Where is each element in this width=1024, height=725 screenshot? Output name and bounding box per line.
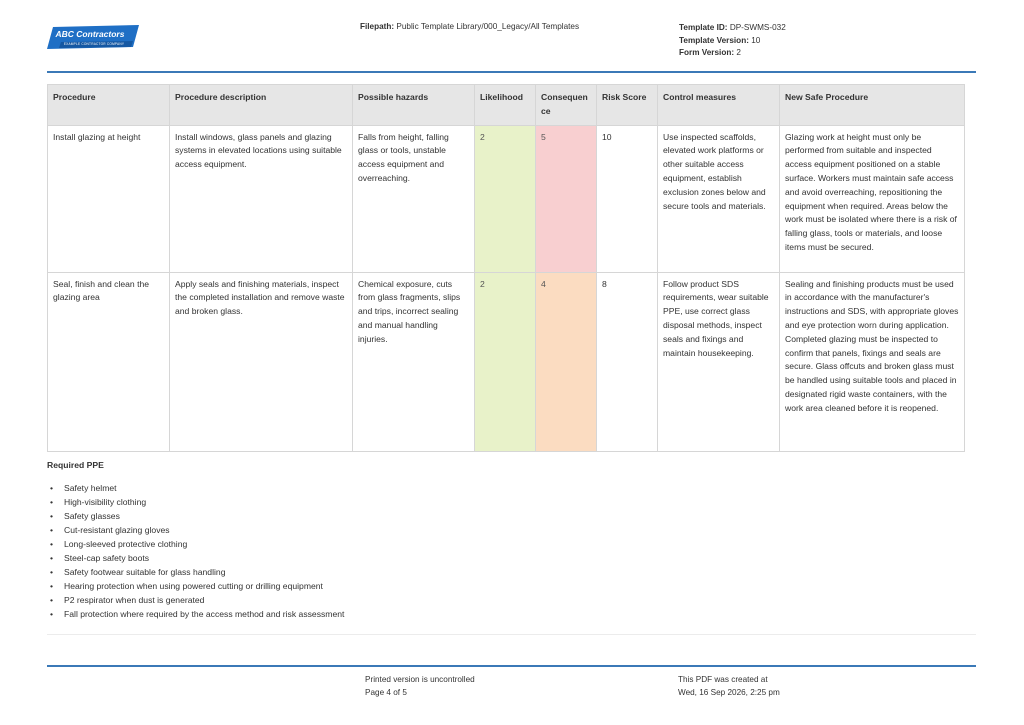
list-item: • Safety footwear suitable for glass handling: [47, 565, 344, 579]
list-item: • Long-sleeved protective clothing: [47, 537, 344, 551]
cell-description: Install windows, glass panels and glazing systems in elevated locations using suitable access equipment.: [170, 125, 353, 272]
content-divider: [47, 634, 976, 635]
form-version: [679, 47, 786, 60]
list-item: • Safety helmet: [47, 481, 344, 495]
template-id: [679, 22, 786, 35]
table-header-row: [48, 85, 965, 126]
table-row: [48, 272, 965, 451]
template-id-label: Template ID:: [679, 23, 728, 32]
company-logo: [47, 25, 139, 51]
cell-new-procedure: Glazing work at height must only be performed from suitable and inspected access equipment positioned on a stable surface. Workers must maintain safe access and avoid overreaching, repositioning the equipment when required. Areas below the work must be isolated where there is a risk of falling glass, tools or materials, and loose items must be secured.: [780, 125, 965, 272]
filepath-value: Public Template Library/000_Legacy/All Templates: [396, 22, 580, 31]
list-item: • Cut-resistant glazing gloves: [47, 523, 344, 537]
cell-controls: Use inspected scaffolds, elevated work platforms or other suitable access equipment, establish exclusion zones below and secure tools and materials.: [658, 125, 780, 272]
form-version-value: 2: [736, 48, 741, 57]
cell-procedure: Seal, finish and clean the glazing area: [48, 272, 170, 451]
footer-left: [365, 674, 475, 699]
list-item: • High-visibility clothing: [47, 495, 344, 509]
cell-risk-score: 10: [597, 125, 658, 272]
cell-controls: Follow product SDS requirements, wear suitable PPE, use correct glass disposal methods, inspect seals and fixings and maintain housekeeping.: [658, 272, 780, 451]
template-version: [679, 35, 786, 48]
table-row: [48, 125, 965, 272]
created-label: This PDF was created at: [678, 675, 768, 684]
cell-consequence: 4: [536, 272, 597, 451]
cell-description: Apply seals and finishing materials, inspect the completed installation and remove waste and broken glass.: [170, 272, 353, 451]
cell-hazards: Falls from height, falling glass or tools, unstable access equipment and overreaching.: [353, 125, 475, 272]
footer-right: [678, 674, 780, 699]
header-hazards: Possible hazards: [353, 85, 475, 126]
cell-new-procedure: Sealing and finishing products must be used in accordance with the manufacturer's instructions and SDS, with appropriate gloves and eye protection worn during application. Completed glazing must be inspected to confirm that panels, fixings and seals are secure. Glass offcuts and broken glass must be handled using suitable tools and placed in designated rigid waste containers, with the work area cleaned before it is reopened.: [780, 272, 965, 451]
header-procedure: Procedure: [48, 85, 170, 126]
list-item: • Fall protection where required by the access method and risk assessment: [47, 607, 344, 621]
template-version-label: Template Version:: [679, 35, 749, 45]
cell-likelihood: 2: [475, 125, 536, 272]
cell-risk-score: 8: [597, 272, 658, 451]
cell-procedure: Install glazing at height: [48, 125, 170, 272]
ppe-title: Required PPE: [47, 460, 104, 470]
cell-consequence: 5: [536, 125, 597, 272]
logo-text: ABC Contractors: [55, 29, 125, 39]
form-version-label: Form Version:: [679, 48, 735, 57]
template-id-value: DP-SWMS-032: [729, 23, 786, 32]
list-item: • Steel-cap safety boots: [47, 551, 344, 565]
filepath: [360, 22, 579, 31]
filepath-label: Filepath:: [360, 22, 395, 31]
uncontrolled-notice: Printed version is uncontrolled: [365, 675, 475, 684]
swms-table: [47, 84, 965, 452]
page-number: Page 4 of 5: [365, 687, 407, 697]
template-meta: [679, 22, 786, 60]
cell-hazards: Chemical exposure, cuts from glass fragments, slips and trips, incorrect sealing and manual handling injuries.: [353, 272, 475, 451]
header-divider: [47, 71, 976, 73]
header-description: Procedure description: [170, 85, 353, 126]
header-new-procedure: New Safe Procedure: [780, 85, 965, 126]
header-consequence: Consequen ce: [536, 85, 597, 126]
header-risk-score: Risk Score: [597, 85, 658, 126]
footer-divider: [47, 665, 976, 667]
list-item: • P2 respirator when dust is generated: [47, 593, 344, 607]
page-header: [47, 20, 976, 70]
header-likelihood: Likelihood: [475, 85, 536, 126]
cell-likelihood: 2: [475, 272, 536, 451]
created-date: Wed, 16 Sep 2026, 2:25 pm: [678, 687, 780, 697]
template-version-value: 10: [751, 35, 761, 45]
logo-subtext: EXAMPLE CONTRACTOR COMPANY: [63, 42, 125, 46]
header-controls: Control measures: [658, 85, 780, 126]
ppe-list: [47, 481, 344, 621]
list-item: • Safety glasses: [47, 509, 344, 523]
list-item: • Hearing protection when using powered cutting or drilling equipment: [47, 579, 344, 593]
